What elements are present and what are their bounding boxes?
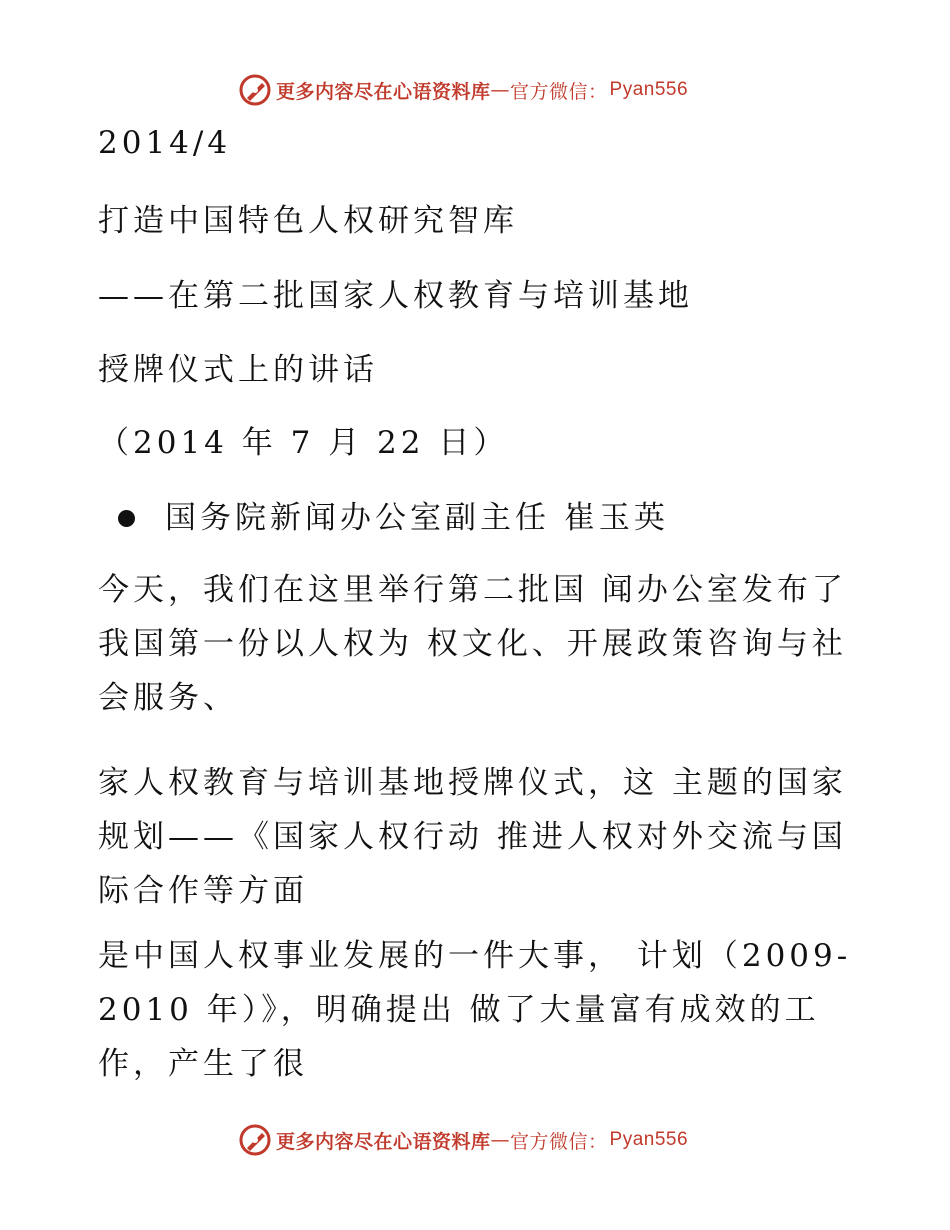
watermark-dash: —: [490, 1129, 511, 1151]
doc-subtitle-1: ——在第二批国家人权教育与培训基地: [98, 278, 693, 314]
paragraph-1: [98, 563, 858, 725]
paragraph-line: 作，产生了很: [98, 1046, 308, 1082]
watermark-header: [238, 72, 758, 108]
pen-logo-icon: [238, 1123, 272, 1157]
watermark-text: 更多内容尽在心语资料库: [276, 1130, 491, 1153]
watermark-dash: —: [490, 79, 511, 101]
paragraph-3: [98, 929, 858, 1091]
pen-logo-icon: [238, 73, 272, 107]
doc-subtitle-2: 授牌仪式上的讲话: [98, 352, 378, 388]
paragraph-line: 会服务、: [98, 680, 238, 716]
watermark-text: 更多内容尽在心语资料库: [276, 80, 491, 103]
paragraph-line: 家人权教育与培训基地授牌仪式，这 主题的国家: [98, 765, 847, 801]
speech-date: （2014 年 7 月 22 日）: [98, 425, 509, 461]
paragraph-line: 是中国人权事业发展的一件大事， 计划（2009-: [98, 938, 852, 974]
watermark-wechat-id: Pyan556: [609, 79, 689, 100]
watermark-wechat-label: 官方微信：: [510, 1130, 608, 1153]
paragraph-line: 规划——《国家人权行动 推进人权对外交流与国: [98, 819, 847, 855]
doc-title: 打造中国特色人权研究智库: [98, 203, 518, 239]
watermark-wechat-id: Pyan556: [609, 1129, 689, 1150]
paragraph-line: 今天，我们在这里举行第二批国 闻办公室发布了: [98, 572, 847, 608]
author-line: [98, 493, 858, 543]
paragraph-line: 我国第一份以人权为 权文化、开展政策咨询与社: [98, 626, 847, 662]
doc-date: 2014/4: [98, 125, 232, 161]
author-text: 国务院新闻办公室副主任 崔玉英: [165, 500, 669, 536]
bullet-icon: [118, 510, 135, 527]
watermark-wechat-label: 官方微信：: [510, 80, 608, 103]
paragraph-2: [98, 756, 858, 918]
paragraph-line: 2010 年）》，明确提出 做了大量富有成效的工: [98, 992, 820, 1028]
paragraph-line: 际合作等方面: [98, 873, 308, 909]
watermark-footer: [238, 1122, 758, 1158]
